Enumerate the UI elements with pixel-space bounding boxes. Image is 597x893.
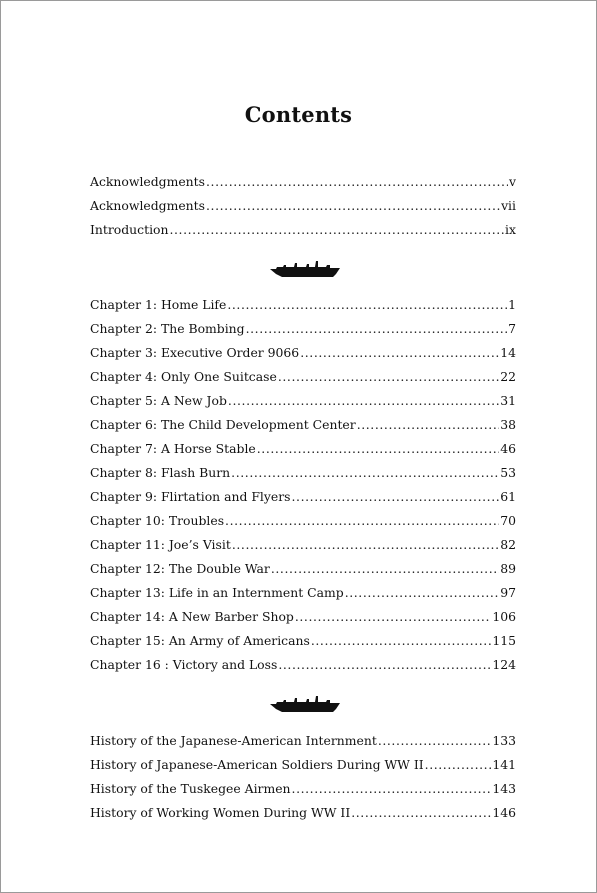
toc-entry-label: Chapter 9: Flirtation and Flyers [90,489,291,504]
toc-entry-label: History of the Tuskegee Airmen [90,781,291,796]
toc-dot-leader [206,194,500,218]
toc-entry[interactable] [90,194,516,218]
toc-entry-label: Chapter 6: The Child Development Center [90,417,356,432]
toc-dot-leader [246,317,508,341]
toc-entry-page: 115 [492,633,516,648]
toc-entry[interactable] [90,509,516,533]
toc-front-matter [90,170,516,242]
toc-entry-page: 14 [500,345,516,360]
toc-entry-label: Chapter 2: The Bombing [90,321,245,336]
toc-entry-page: 97 [500,585,516,600]
toc-entry[interactable] [90,293,516,317]
toc-entry-label: Chapter 5: A New Job [90,393,227,408]
toc-entry[interactable] [90,317,516,341]
ship-silhouette-icon [270,695,340,713]
toc-dot-leader [345,581,500,605]
toc-entry[interactable] [90,777,516,801]
toc-entry-label: Acknowledgments [90,198,206,213]
toc-entry[interactable] [90,365,516,389]
toc-entry[interactable] [90,753,516,777]
toc-entry-label: History of Japanese-American Soldiers During WW II [90,757,424,772]
toc-entry[interactable] [90,581,516,605]
toc-entry-label: Chapter 16 : Victory and Loss [90,657,278,672]
toc-dot-leader [300,341,499,365]
toc-entry-page: 106 [492,609,516,624]
toc-entry-page: 53 [500,465,516,480]
toc-entry[interactable] [90,605,516,629]
toc-back-matter [90,729,516,825]
toc-entry-page: 7 [508,321,516,336]
toc-entry-label: Chapter 4: Only One Suitcase [90,369,277,384]
toc-entry-page: 124 [492,657,516,672]
toc-dot-leader [311,629,492,653]
toc-dot-leader [231,461,499,485]
toc-entry-page: 38 [500,417,516,432]
toc-entry[interactable] [90,389,516,413]
toc-entry[interactable] [90,729,516,753]
toc-entry[interactable] [90,485,516,509]
toc-dot-leader [425,753,492,777]
toc-dot-leader [278,653,491,677]
ship-silhouette-icon [270,260,340,278]
toc-entry[interactable] [90,653,516,677]
toc-entry-label: Introduction [90,222,169,237]
toc-entry-page: vii [501,198,516,213]
toc-entry-label: Chapter 8: Flash Burn [90,465,231,480]
toc-entry-page: 82 [500,537,516,552]
toc-entry-page: 22 [500,369,516,384]
toc-entry-page: 146 [492,805,516,820]
toc-dot-leader [292,777,492,801]
toc-entry-page: 70 [500,513,516,528]
toc-entry-label: Chapter 13: Life in an Internment Camp [90,585,344,600]
toc-dot-leader [228,389,499,413]
toc-chapters [90,293,516,677]
toc-entry-label: Chapter 12: The Double War [90,561,270,576]
toc-entry-page: 61 [500,489,516,504]
toc-entry[interactable] [90,461,516,485]
toc-dot-leader [169,218,504,242]
toc-dot-leader [271,557,499,581]
toc-entry-label: Chapter 14: A New Barber Shop [90,609,294,624]
toc-dot-leader [357,413,500,437]
toc-entry-label: History of the Japanese-American Internment [90,733,377,748]
toc-dot-leader [351,801,491,825]
toc-entry[interactable] [90,413,516,437]
page-title: Contents [244,102,353,127]
toc-dot-leader [232,533,499,557]
toc-entry-page: ix [505,222,516,237]
toc-dot-leader [227,293,507,317]
toc-entry-page: 89 [500,561,516,576]
toc-entry-label: Chapter 3: Executive Order 9066 [90,345,300,360]
toc-entry-page: v [509,174,516,189]
toc-entry[interactable] [90,437,516,461]
toc-entry-label: Chapter 7: A Horse Stable [90,441,256,456]
toc-entry-label: Chapter 11: Joe’s Visit [90,537,231,552]
toc-entry-page: 143 [492,781,516,796]
toc-entry-label: Chapter 1: Home Life [90,297,227,312]
toc-entry[interactable] [90,170,516,194]
toc-entry-label: Acknowledgments [90,174,206,189]
toc-entry-page: 1 [508,297,516,312]
toc-dot-leader [292,485,500,509]
toc-entry[interactable] [90,801,516,825]
toc-entry[interactable] [90,557,516,581]
toc-entry[interactable] [90,533,516,557]
toc-entry-label: History of Working Women During WW II [90,805,351,820]
toc-dot-leader [257,437,499,461]
toc-dot-leader [378,729,492,753]
toc-entry[interactable] [90,218,516,242]
toc-entry-page: 31 [500,393,516,408]
toc-entry-label: Chapter 15: An Army of Americans [90,633,310,648]
toc-dot-leader [225,509,499,533]
toc-dot-leader [206,170,508,194]
toc-entry-page: 141 [492,757,516,772]
toc-entry-label: Chapter 10: Troubles [90,513,225,528]
toc-dot-leader [295,605,492,629]
toc-entry[interactable] [90,341,516,365]
toc-entry[interactable] [90,629,516,653]
toc-entry-page: 133 [492,733,516,748]
toc-dot-leader [278,365,499,389]
toc-entry-page: 46 [500,441,516,456]
